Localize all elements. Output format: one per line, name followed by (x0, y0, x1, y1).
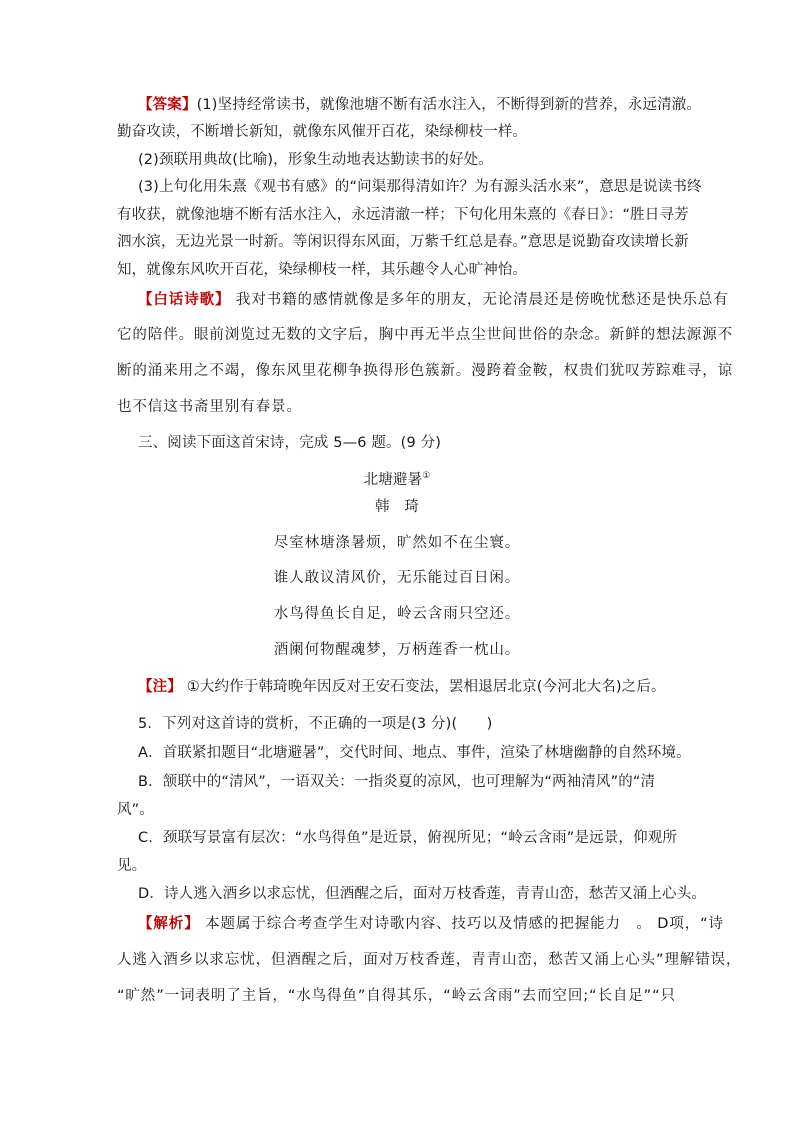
vernacular-line-4: 也不信这书斋里别有春景。 (117, 399, 302, 415)
answer-tag: 【答案】 (138, 97, 197, 113)
vernacular-text: 我对书籍的感情就像是多年的朋友，无论清晨还是傍晚忧愁还是快乐总有 (230, 292, 729, 308)
vernacular-line-3: 断的涌来用之不竭，像东风里花柳争换得形色簇新。漫跨着金鞍，权贵们犹叹芳踪难寻，谅 (117, 363, 733, 379)
answer-line-2: 勤奋攻读，不断增长新知，就像东风催开百花，染绿柳枝一样。 (117, 124, 528, 140)
vernacular-line-1 (138, 290, 729, 310)
poem-line-1: 尽室林塘涤暑烦，旷然如不在尘寰。 (273, 535, 521, 551)
analysis-line-3: “旷然”一词表明了主旨，“水鸟得鱼”自得其乐，“岭云含雨”去而空回;“长自足”“只 (117, 988, 676, 1004)
section-3-heading: 三、阅读下面这首宋诗，完成 5—6 题。(9 分) (138, 435, 442, 451)
answer-line-4: (3)上句化用朱熹《观书有感》的“问渠那得清如许？为有源头活水来”，意思是说读书终 (138, 179, 702, 195)
poem-note-mark: ① (422, 471, 431, 481)
note-text: ①大约作于韩琦晚年因反对王安石变法，罢相退居北京(今河北大名)之后。 (181, 679, 666, 695)
answer-line-3: (2)颈联用典故(比喻)，形象生动地表达勤读书的好处。 (138, 152, 493, 168)
answer-line-6: 泗水滨，无边光景一时新。等闲识得东风面，万紫千红总是春。”意思是说勤奋攻读增长新 (117, 234, 689, 250)
vernacular-tag: 【白话诗歌】 (138, 292, 231, 308)
poem-title-text: 北塘避暑 (363, 472, 423, 488)
answer-line-7: 知，就像东风吹开百花，染绿柳枝一样，其乐趣令人心旷神怡。 (117, 262, 528, 278)
question-5-option-c-cont: 见。 (117, 858, 147, 874)
vernacular-line-2: 它的陪伴。眼前浏览过无数的文字后，胸中再无半点尘世间世俗的杂念。新鲜的想法源源不 (117, 327, 733, 343)
question-5-option-b: B．颔联中的“清风”，一语双关：一指炎夏的凉风，也可理解为“两袖清风”的“清 (138, 774, 656, 790)
note-tag: 【注】 (138, 679, 182, 695)
poem-line-4: 酒阑何物醒魂梦，万柄莲香一枕山。 (273, 642, 521, 658)
question-5-option-b-cont: 风”。 (117, 802, 154, 818)
analysis-line-1 (138, 914, 724, 934)
analysis-line-2: 人逃入酒乡以求忘忧，但酒醒之后，面对万枝香莲，青青山峦，愁苦又涌上心头”理解错误， (117, 952, 742, 968)
poem-line-2: 谁人敢议清风价，无乐能过百日闲。 (273, 570, 521, 586)
answer-text: (1)坚持经常读书，就像池塘不断有活水注入，不断得到新的营养，永远清澈。 (196, 97, 702, 113)
analysis-text: 本题属于综合考查学生对诗歌内容、技巧以及情感的把握能力 。 D项，“诗 (199, 916, 724, 932)
answer-line-5: 有收获，就像池塘不断有活水注入，永远清澈一样；下句化用朱熹的《春日》：“胜日寻芳 (117, 207, 689, 223)
poem-line-3: 水鸟得鱼长自足，岭云含雨只空还。 (273, 606, 521, 622)
question-5-stem: 5．下列对这首诗的赏析，不正确的一项是(3 分)( ) (138, 716, 493, 732)
question-5-option-d: D．诗人逃入酒乡以求忘忧，但酒醒之后，面对万枝香莲，青青山峦，愁苦又涌上心头。 (138, 886, 707, 902)
analysis-tag: 【解析】 (138, 916, 200, 932)
question-5-option-c: C．颈联写景富有层次：“水鸟得鱼”是近景，俯视所见；“岭云含雨”是远景，仰观所 (138, 830, 678, 846)
poem-title (0, 466, 794, 490)
question-5-option-a: A．首联紧扣题目“北塘避暑”，交代时间、地点、事件，渲染了林塘幽静的自然环境。 (138, 745, 691, 761)
note-line (138, 677, 666, 697)
answer-line-1 (138, 95, 701, 115)
poem-author: 韩 琦 (375, 499, 419, 515)
